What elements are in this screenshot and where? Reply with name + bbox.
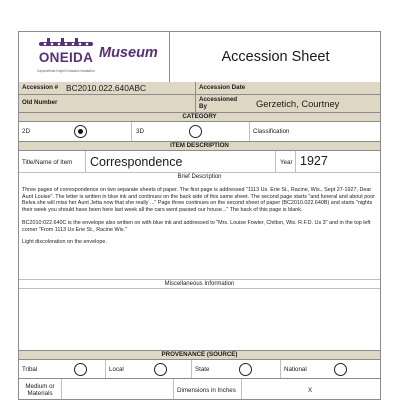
provenance-row [19,360,380,379]
category-row [19,122,380,141]
brief-paragraph-2: BC2010:022.640C is the envelope also written on with blue ink and addressed to "Mrs. Louise Fowler, Chilton, Wis. R.F.D. Us 3" and in the top left corner "From 1113 Us Erie St., Racine Wis." [22,219,371,233]
dimensions-label: Dimensions in Inches [177,387,236,394]
year-label: Year [280,159,293,166]
radio-3d[interactable] [189,125,202,138]
classification-label: Classification [253,128,290,135]
brief-paragraph-1: Three pages of correspondence on two separate sheets of paper. The first page is addressed "1113 Us. Erie St., Racine, Wis., Sept 27-1927, Dear Aunt Louise". The letter is written in blue ink and continues on the back side of this same sheet. The second page starts "and funeral and about poor Belva she will miss her Aunt Jetta now that she really ..." Page three continues on the second sheet of paper (BC2010.022.640B) and starts "nights their week you should have been here last week all the cars went passed our house..." The back of this page is blank. [22,187,376,214]
accession-date-label: Accession Date [199,84,246,91]
title-row [19,151,380,173]
museum-label: Museum [99,45,158,61]
brief-description-label: Brief Description [177,174,222,180]
accessioned-by-label: Accessioned By [199,96,238,110]
national-label: National [284,366,307,373]
page-title: Accession Sheet [169,32,381,82]
medium-row [19,379,380,400]
local-label: Local [109,366,124,373]
option-2d-label: 2D [22,128,30,135]
year-value[interactable]: 1927 [300,154,328,168]
category-heading: CATEGORY [19,112,380,122]
accession-number-label: Accession # [22,84,59,91]
radio-local[interactable] [154,363,167,376]
radio-selected-dot [78,129,83,134]
old-number-label: Old Number [22,99,58,106]
option-3d-label: 3D [136,128,144,135]
radio-tribal[interactable] [74,363,87,376]
item-description-heading: ITEM DESCRIPTION [19,141,380,151]
state-label: State [195,366,210,373]
radio-2d[interactable] [74,125,87,138]
logo-tagline: Kayanlʌhsla Kayeli Kaʌlaka Kanatalho [37,69,95,73]
radio-national[interactable] [334,363,347,376]
title-label: Title/Name of Item [22,159,73,166]
brief-description-text[interactable] [22,187,378,246]
logo-wordmark: ONEIDA [38,50,94,65]
sheet-header [19,32,380,83]
provenance-heading: PROVENANCE (SOURCE) [19,350,380,360]
dimensions-separator: X [308,387,313,394]
medium-label: Medium or Materials [25,383,55,397]
accessioned-by-value[interactable]: Gerzetich, Courtney [256,98,340,109]
accession-number-value[interactable]: BC2010.022.640ABC [66,83,147,93]
tribal-label: Tribal [22,366,38,373]
misc-info-value[interactable] [22,291,378,349]
title-value[interactable]: Correspondence [90,155,183,169]
radio-state[interactable] [239,363,252,376]
brief-paragraph-3: Light discoloration on the envelope. [22,239,107,246]
oneida-logo [23,38,107,80]
misc-info-label: Miscellaneous Information [19,279,380,289]
accession-sheet [18,31,381,400]
wampum-icon [37,38,95,50]
